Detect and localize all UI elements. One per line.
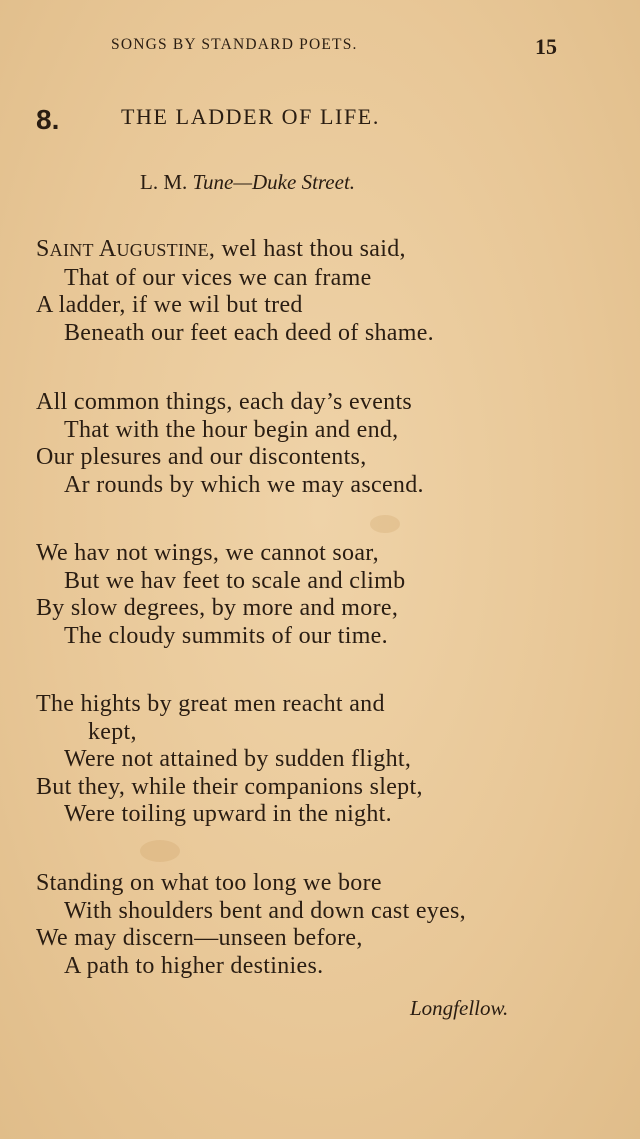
verse-line: Beneath our feet each deed of shame. bbox=[64, 319, 434, 346]
verse-line: Were toiling upward in the night. bbox=[64, 801, 392, 827]
tune-name: Tune—Duke Street. bbox=[192, 170, 356, 194]
hymn-number: 8. bbox=[36, 104, 60, 135]
verse-line: That of our vices we can frame bbox=[64, 264, 372, 291]
stanza-2 bbox=[36, 389, 424, 499]
running-title: SONGS BY STANDARD POETS. bbox=[111, 36, 358, 53]
paper-stain bbox=[370, 515, 400, 533]
verse-line: Our plesures and our discontents, bbox=[36, 444, 367, 470]
stanza-1 bbox=[36, 236, 434, 347]
meter: L. M. bbox=[140, 170, 188, 194]
verse-line: But they, while their companions slept, bbox=[36, 773, 423, 800]
verse-line: The hights by great men reacht and bbox=[36, 691, 385, 717]
author-attribution: Longfellow. bbox=[410, 996, 509, 1020]
meter-tune-line bbox=[140, 170, 355, 195]
verse-line: Were not attained by sudden flight, bbox=[64, 746, 412, 772]
paper-stain bbox=[140, 840, 180, 862]
verse-line: By slow degrees, by more and more, bbox=[36, 595, 399, 621]
verse-line: We hav not wings, we cannot soar, bbox=[36, 540, 379, 566]
verse-line: Ar rounds by which we may ascend. bbox=[64, 471, 424, 498]
stanza-4 bbox=[36, 691, 423, 829]
verse-line: SAINT AUGUSTINE, wel hast thou said, bbox=[36, 236, 406, 262]
verse-line: All common things, each day’s events bbox=[36, 389, 413, 415]
verse-line: The cloudy summits of our time. bbox=[64, 622, 388, 649]
stanza-5 bbox=[36, 870, 466, 980]
stanza-3 bbox=[36, 540, 405, 650]
verse-line: A ladder, if we wil but tred bbox=[36, 292, 303, 318]
verse-line: kept, bbox=[88, 718, 137, 745]
hymn-title: THE LADDER OF LIFE. bbox=[121, 104, 380, 129]
verse-line: We may discern—unseen before, bbox=[36, 925, 363, 951]
verse-line: But we hav feet to scale and climb bbox=[64, 567, 406, 594]
verse-line: With shoulders bent and down cast eyes, bbox=[64, 897, 466, 924]
verse-line: Standing on what too long we bore bbox=[36, 870, 382, 896]
verse-line: A path to higher destinies. bbox=[64, 952, 324, 979]
page-number: 15 bbox=[535, 34, 557, 59]
verse-line: That with the hour begin and end, bbox=[64, 416, 399, 443]
